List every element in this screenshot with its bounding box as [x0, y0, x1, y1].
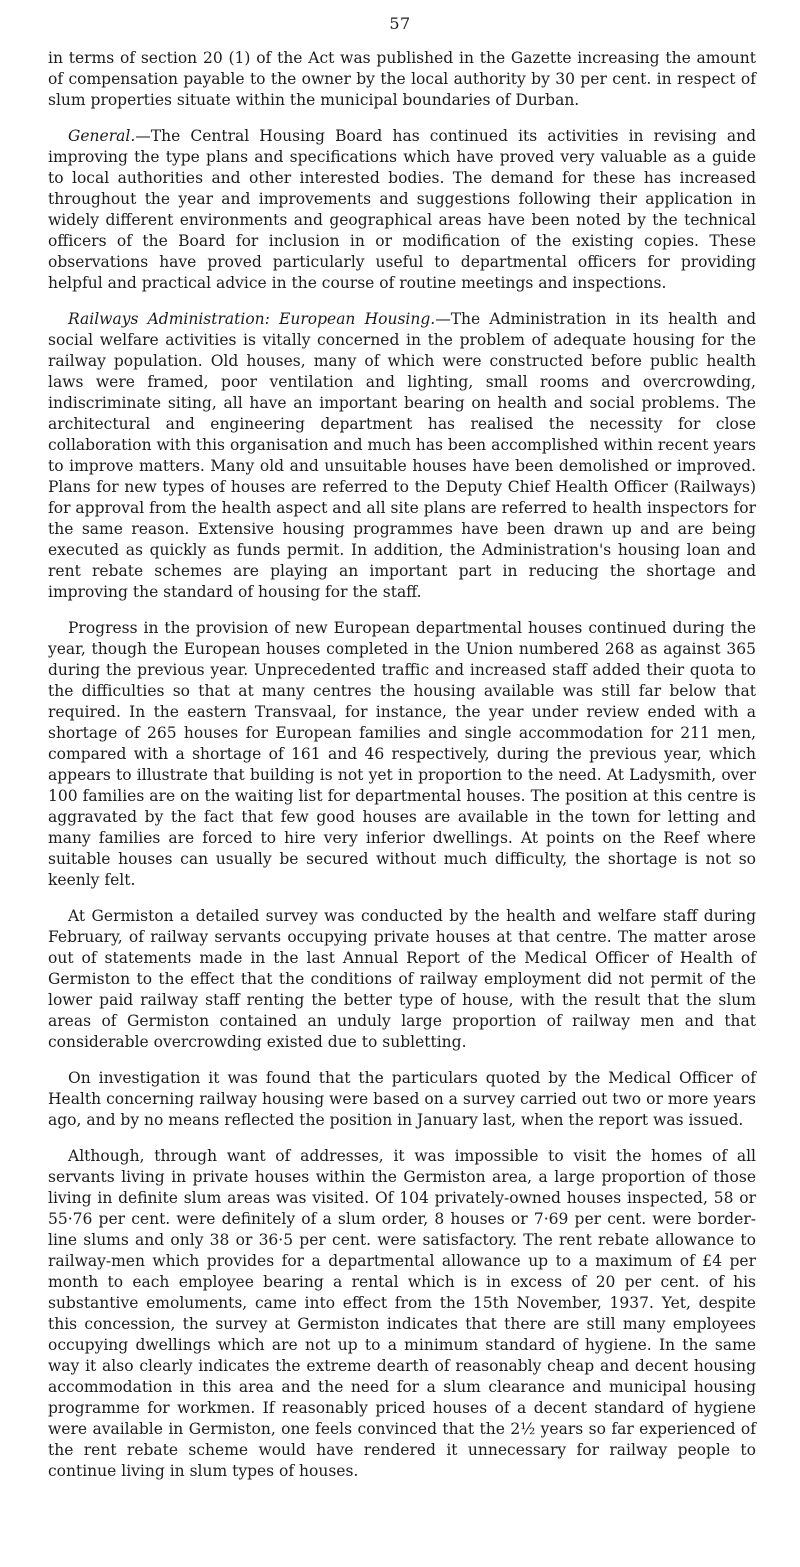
- page-number: 57: [389, 14, 411, 33]
- paragraph-text: Progress in the provision of new European departmental houses continued during the year, though the European houses completed in the Union numbered 268 as against 365 during the previous year. Unprecedented traffic and increased staff added their quota to the difficulties so that at many centres the housing available was still far below that required. In the eastern Transvaal, for instance, the year under review ended with a shortage of 265 houses for European families and single accommodation for 211 men, compared with a shortage of 161 and 46 respectively, during the previous year, which appears to illustrate that building is not yet in proportion to the need. At Ladysmith, over 100 families are on the waiting list for departmental houses. The position at this centre is aggravated by the fact that few good houses are available in the town for letting and many families are forced to hire very inferior dwellings. At points on the Reef where suitable houses can usually be secured without much difficulty, the shortage is not so keenly felt.: [48, 619, 756, 889]
- paragraph-continuation: [48, 48, 756, 111]
- paragraph-investigation: [48, 1068, 756, 1131]
- paragraph-railways-housing: [48, 309, 756, 603]
- document-body: [48, 48, 756, 1497]
- paragraph-text: On investigation it was found that the particulars quoted by the Medical Officer of Health concerning railway housing were based on a survey carried out two or more years ago, and by no means reflected the position in January last, when the report was issued.: [48, 1069, 756, 1129]
- paragraph-general: [48, 126, 756, 294]
- paragraph-text: Although, through want of addresses, it was impossible to visit the homes of all servants living in private houses within the Germiston area, a large proportion of those living in definite slum areas was visited. Of 104 privately-owned houses inspected, 58 or 55·76 per cent. were definitely of a slum order, 8 houses or 7·69 per cent. were border-line slums and only 38 or 36·5 per cent. were satisfactory. The rent rebate allowance to railway-men which provides for a departmental allowance up to a maximum of £4 per month to each employee bearing a rental which is in excess of 20 per cent. of his substantive emoluments, came into effect from the 15th November, 1937. Yet, despite this concession, the survey at Germiston indicates that there are still many employees occupying dwellings which are not up to a minimum standard of hygiene. In the same way it also clearly indicates the extreme dearth of reasonably cheap and decent housing accommodation in this area and the need for a slum clearance and municipal housing programme for workmen. If reasonably priced houses of a decent standard of hygiene were available in Germiston, one feels convinced that the 2½ years so far experienced of the rent rebate scheme would have rendered it unnecessary for railway people to continue living in slum types of houses.: [48, 1147, 756, 1480]
- paragraph-germiston-survey: [48, 906, 756, 1053]
- paragraph-lead: General.: [68, 127, 136, 145]
- paragraph-text: in terms of section 20 (1) of the Act was published in the Gazette increasing the amount of compensation payable to the owner by the local authority by 30 per cent. in respect of slum properties situate within the municipal boundaries of Durban.: [48, 49, 756, 109]
- paragraph-text: —The Central Housing Board has continued its activities in revising and improving the type plans and specifications which have proved very valuable as a guide to local authorities and other interested bodies. The demand for these has increased throughout the year and improvements and suggestions following their application in widely different environments and geographical areas have been noted by the technical officers of the Board for inclusion in or modification of the existing copies. These observations have proved particularly useful to departmental officers for providing helpful and practical advice in the course of routine meetings and inspections.: [48, 127, 756, 292]
- paragraph-lead: Railways Administration: European Housing.: [68, 310, 436, 328]
- paragraph-findings: [48, 1146, 756, 1482]
- paragraph-text: At Germiston a detailed survey was conducted by the health and welfare staff during February, of railway servants occupying private houses at that centre. The matter arose out of statements made in the last Annual Report of the Medical Officer of Health of Germiston to the effect that the conditions of railway employment did not permit of the lower paid railway staff renting the better type of house, with the result that the slum areas of Germiston contained an unduly large proportion of railway men and that considerable overcrowding existed due to subletting.: [48, 907, 756, 1051]
- paragraph-text: —The Administration in its health and social welfare activities is vitally concerned in the problem of adequate housing for the railway population. Old houses, many of which were constructed before public health laws were framed, poor ventilation and lighting, small rooms and overcrowding, indiscriminate siting, all have an important bearing on health and social problems. The architectural and engineering department has realised the necessity for close collaboration with this organisation and much has been accomplished within recent years to improve matters. Many old and unsuitable houses have been demolished or improved. Plans for new types of houses are referred to the Deputy Chief Health Officer (Railways) for approval from the health aspect and all site plans are referred to health inspectors for the same reason. Extensive housing programmes have been drawn up and are being executed as quickly as funds permit. In addition, the Administration's housing loan and rent rebate schemes are playing an important part in reducing the shortage and improving the standard of housing for the staff.: [48, 310, 756, 601]
- paragraph-progress: [48, 618, 756, 891]
